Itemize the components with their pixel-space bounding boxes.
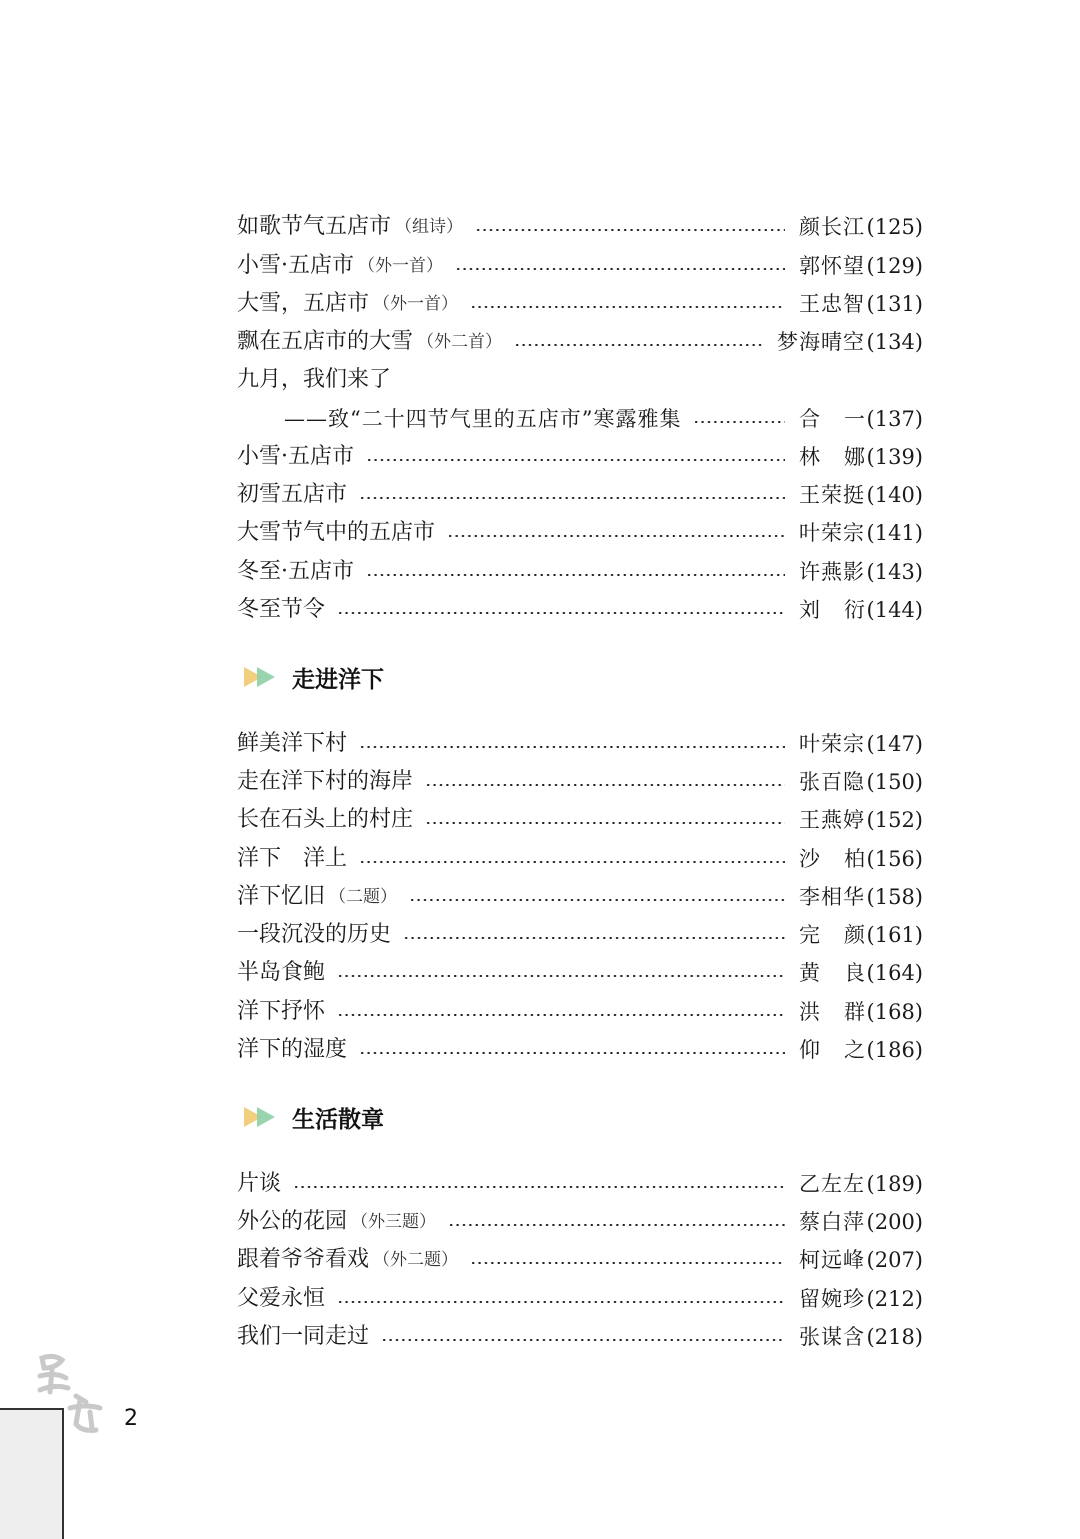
entry-title: 大雪，五店市 [237, 291, 370, 316]
entry-author: 蔡白萍 [799, 1210, 865, 1234]
author-char: 合 [799, 407, 820, 431]
entry-title: 飘在五店市的大雪 [237, 329, 414, 354]
toc-entry[interactable] [237, 1167, 923, 1201]
author-char: 柏 [844, 847, 865, 871]
entry-title: 一段沉没的历史 [237, 922, 392, 947]
entry-page: (186) [866, 1038, 923, 1062]
entry-author [799, 402, 865, 436]
arrow-green-shape [257, 1107, 275, 1127]
author-char: 沙 [799, 847, 820, 871]
entry-page: (140) [866, 483, 923, 507]
toc-entry[interactable] [237, 995, 923, 1029]
dot-leader [359, 497, 785, 499]
entry-title: 洋下 洋上 [237, 846, 348, 871]
entry-title: 小雪·五店市 [237, 253, 354, 278]
author-char: 之 [844, 1038, 865, 1062]
entry-title: 冬至·五店市 [237, 559, 354, 584]
entry-title: 洋下忆旧 [237, 884, 326, 909]
entry-author [799, 995, 865, 1029]
entry-note: （外二首） [417, 332, 503, 352]
toc-entry[interactable] [237, 1205, 923, 1239]
toc-entry[interactable] [237, 593, 923, 627]
dot-leader [337, 975, 785, 977]
entry-page: (161) [866, 923, 923, 947]
dot-leader [475, 229, 785, 231]
author-char: 黄 [799, 961, 820, 985]
toc-entry[interactable] [237, 918, 923, 952]
entry-page: (141) [866, 521, 923, 545]
toc-entry[interactable] [237, 325, 923, 359]
toc-entry[interactable] [237, 765, 923, 799]
entry-title: 冬至节令 [237, 597, 326, 622]
toc-entry[interactable] [237, 363, 923, 397]
toc-entry[interactable] [237, 842, 923, 876]
toc-entry[interactable] [237, 1033, 923, 1067]
toc-entry[interactable] [237, 555, 923, 589]
dot-leader [455, 268, 785, 270]
entry-author: 许燕影 [799, 560, 865, 584]
section-heading-yangxia [244, 660, 384, 694]
author-char: 完 [799, 923, 820, 947]
author-char: 良 [844, 961, 865, 985]
dot-leader [366, 574, 785, 576]
entry-title: 片谈 [237, 1171, 282, 1196]
entry-title: 半岛食鲍 [237, 960, 326, 985]
entry-note: （外三题） [351, 1212, 437, 1232]
section-heading-text: 走进洋下 [292, 666, 384, 693]
dot-leader [337, 1014, 785, 1016]
section-heading-life [244, 1100, 384, 1134]
entry-page: (147) [866, 732, 923, 756]
entry-note: （外一首） [358, 256, 443, 276]
author-char: 群 [844, 1000, 865, 1024]
toc-entry[interactable] [237, 478, 923, 512]
author-char: 颜 [844, 923, 865, 947]
toc-entry[interactable] [237, 1320, 923, 1354]
entry-title: 我们一同走过 [237, 1324, 370, 1349]
entry-author: 留婉珍 [799, 1287, 865, 1311]
entry-subtitle: ——致“二十四节气里的五店市”寒露雅集 [284, 407, 682, 431]
entry-author [799, 593, 865, 627]
entry-title: 外公的花园 [237, 1209, 348, 1234]
dot-leader [337, 1301, 785, 1303]
entry-title: 大雪节气中的五店市 [237, 520, 436, 545]
toc-entry[interactable] [237, 956, 923, 990]
entry-title: 初雪五店市 [237, 482, 348, 507]
entry-author: 王忠智 [799, 292, 865, 316]
dot-leader [293, 1186, 785, 1188]
entry-page: (125) [866, 215, 923, 239]
dot-leader [366, 459, 785, 461]
dot-leader [359, 1052, 785, 1054]
entry-author: 郭怀望 [799, 254, 865, 278]
page-number: 2 [124, 1406, 138, 1431]
entry-author: 张百隐 [799, 770, 865, 794]
entry-title: 跟着爷爷看戏 [237, 1247, 370, 1272]
author-char: 衍 [844, 598, 865, 622]
entry-page: (144) [866, 598, 923, 622]
author-char: 林 [799, 445, 820, 469]
dot-leader [425, 784, 785, 786]
entry-title: 洋下抒怀 [237, 999, 326, 1024]
dot-leader [470, 1262, 785, 1264]
entry-page: (137) [866, 407, 923, 431]
dot-leader [514, 344, 763, 346]
entry-title: 长在石头上的村庄 [237, 807, 414, 832]
double-arrow-icon [244, 665, 284, 689]
entry-author: 乙左左 [799, 1172, 865, 1196]
entry-page: (150) [866, 770, 923, 794]
entry-author [799, 1033, 865, 1067]
entry-note: （外一首） [373, 294, 459, 314]
toc-entry[interactable] [237, 727, 923, 761]
toc-entry[interactable] [237, 287, 923, 321]
toc-entry[interactable] [237, 880, 923, 914]
author-char: 一 [844, 407, 865, 431]
entry-page: (200) [866, 1210, 923, 1234]
entry-page: (139) [866, 445, 923, 469]
entry-author: 王荣挺 [799, 483, 865, 507]
entry-page: (164) [866, 961, 923, 985]
entry-author: 颜长江 [799, 215, 865, 239]
dot-leader [409, 899, 785, 901]
entry-page: (189) [866, 1172, 923, 1196]
entry-author: 王燕婷 [799, 808, 865, 832]
toc-entry[interactable] [237, 516, 923, 550]
entry-page: (168) [866, 1000, 923, 1024]
toc-entry[interactable] [237, 1243, 923, 1277]
dot-leader [359, 746, 785, 748]
entry-title: 洋下的湿度 [237, 1037, 348, 1062]
author-char: 娜 [844, 445, 865, 469]
entry-author: 柯远峰 [799, 1248, 865, 1272]
toc-entry[interactable] [237, 210, 923, 244]
arrow-green-shape [257, 667, 275, 687]
entry-title: 走在洋下村的海岸 [237, 769, 414, 794]
entry-note: （二题） [329, 887, 398, 907]
entry-page: (218) [866, 1325, 923, 1349]
dot-leader [403, 937, 785, 939]
entry-author [799, 440, 865, 474]
entry-page: (129) [866, 254, 923, 278]
toc-entry[interactable] [237, 1282, 923, 1316]
entry-author: 张谋含 [799, 1325, 865, 1349]
toc-entry[interactable] [237, 803, 923, 837]
dot-leader [470, 306, 785, 308]
entry-page: (134) [866, 330, 923, 354]
entry-page: (212) [866, 1287, 923, 1311]
entry-page: (156) [866, 847, 923, 871]
brand-calligraphy-logo [36, 1352, 108, 1436]
entry-page: (152) [866, 808, 923, 832]
entry-author: 叶荣宗 [799, 732, 865, 756]
dot-leader [448, 1224, 785, 1226]
author-char: 刘 [799, 598, 820, 622]
entry-page: (131) [866, 292, 923, 316]
dot-leader [447, 535, 785, 537]
author-char: 仰 [799, 1038, 820, 1062]
entry-page: (143) [866, 560, 923, 584]
author-char: 洪 [799, 1000, 820, 1024]
entry-author [799, 918, 865, 952]
dot-leader [359, 861, 785, 863]
entry-author: 梦海晴空 [777, 330, 865, 354]
entry-page: (158) [866, 885, 923, 909]
dot-leader [381, 1339, 785, 1341]
entry-title: 如歌节气五店市 [237, 214, 392, 239]
toc-entry-subtitle[interactable] [237, 402, 923, 436]
section-heading-text: 生活散章 [292, 1106, 384, 1133]
entry-title: 小雪·五店市 [237, 444, 354, 469]
dot-leader [337, 612, 785, 614]
entry-author: 叶荣宗 [799, 521, 865, 545]
entry-title: 九月，我们来了 [237, 367, 392, 392]
entry-author: 李相华 [799, 885, 865, 909]
double-arrow-icon [244, 1105, 284, 1129]
entry-title: 父爱永恒 [237, 1286, 326, 1311]
toc-entry[interactable] [237, 440, 923, 474]
entry-page: (207) [866, 1248, 923, 1272]
entry-note: （外二题） [373, 1250, 459, 1270]
dot-leader [693, 421, 785, 423]
dot-leader [425, 822, 785, 824]
entry-note: （组诗） [395, 217, 464, 237]
entry-author [799, 842, 865, 876]
toc-entry[interactable] [237, 249, 923, 283]
entry-title: 鲜美洋下村 [237, 731, 348, 756]
entry-author [799, 956, 865, 990]
